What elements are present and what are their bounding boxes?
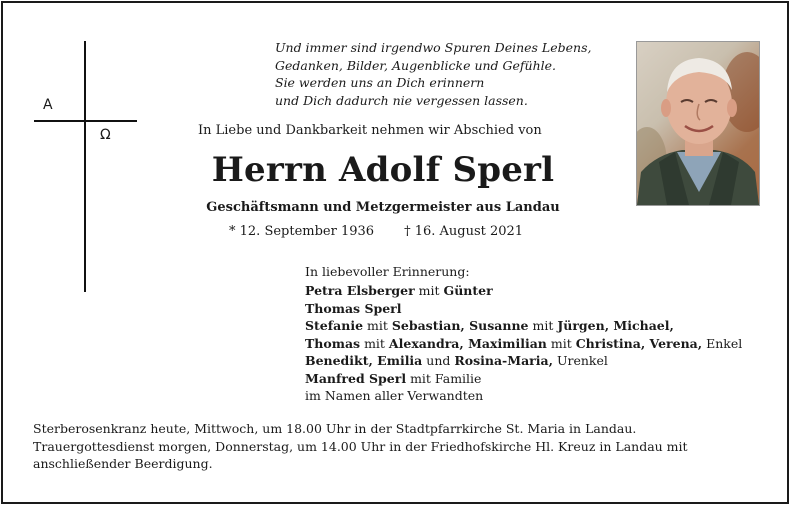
mourner-name: Petra Elsberger [305, 283, 415, 298]
mourners-list [305, 282, 742, 405]
mourner-name: Thomas Sperl [305, 300, 402, 316]
remembrance-heading: In liebevoller Erinnerung: [305, 264, 470, 279]
mourner-name: Günter [443, 283, 493, 298]
mourner-name: Thomas [305, 335, 361, 351]
service-line: Trauergottesdienst morgen, Donnerstag, um 14.00 Uhr in der Friedhofskirche Hl. Kreuz in Landau mit [33, 438, 688, 454]
poem-line: Sie werden uns an Dich erinnern [275, 75, 485, 90]
cross-horizontal-bar [34, 120, 137, 122]
death-date: † 16. August 2021 [404, 224, 524, 239]
mourner-name: Benedikt, Emilia [305, 353, 423, 368]
mourner-line [305, 387, 742, 405]
birth-date: * 12. September 1936 [229, 224, 375, 239]
poem-line: und Dich dadurch nie vergessen lassen. [275, 92, 528, 108]
mourner-connector: mit [414, 283, 444, 298]
poem-line: Und immer sind irgendwo Spuren Deines Lebens, [275, 40, 592, 55]
mourner-line [305, 317, 742, 335]
mourner-connector: und [422, 353, 455, 368]
mourner-line [305, 300, 742, 318]
poem [275, 39, 625, 109]
deceased-name: Herrn Adolf Sperl [211, 150, 555, 190]
omega-symbol: Ω [100, 127, 111, 143]
mourner-connector: mit [363, 318, 392, 333]
service-line: Sterberosenkranz heute, Mittwoch, um 18.00 Uhr in der Stadtpfarrkirche St. Maria in Landau. [33, 421, 637, 436]
mourner-line [305, 352, 742, 370]
mourner-line [305, 335, 742, 353]
mourner-connector: mit Familie [406, 370, 482, 386]
service-info [33, 420, 773, 473]
mourner-name: Jürgen, Michael, [557, 318, 674, 333]
mourner-connector: im Namen aller Verwandten [305, 388, 484, 403]
mourner-name: Manfred Sperl [305, 370, 407, 386]
mourner-connector: Enkel [702, 335, 743, 351]
poem-line: Gedanken, Bilder, Augenblicke und Gefühle. [275, 57, 557, 73]
portrait-photo [636, 41, 760, 206]
obituary-notice [1, 1, 789, 504]
mourner-name: Alexandra, Maximilian [388, 335, 547, 351]
service-line: anschließender Beerdigung. [33, 456, 213, 471]
mourner-line [305, 282, 742, 300]
mourner-name: Sebastian, Susanne [391, 318, 529, 333]
intro-text: In Liebe und Dankbarkeit nehmen wir Abschied von [198, 123, 542, 138]
mourner-connector: Urenkel [552, 353, 608, 368]
alpha-symbol: A [43, 97, 53, 113]
mourner-name: Rosina-Maria, [454, 353, 553, 368]
cross-vertical-bar [84, 41, 86, 292]
mourner-name: Stefanie [305, 318, 364, 333]
mourner-connector: mit [360, 335, 389, 351]
mourner-name: Christina, Verena, [575, 335, 703, 351]
mourner-line [305, 370, 742, 388]
mourner-connector: mit [546, 335, 576, 351]
portrait-illustration [637, 42, 759, 205]
mourner-connector: mit [528, 318, 558, 333]
life-dates [229, 224, 523, 239]
occupation: Geschäftsmann und Metzgermeister aus Landau [206, 200, 560, 215]
